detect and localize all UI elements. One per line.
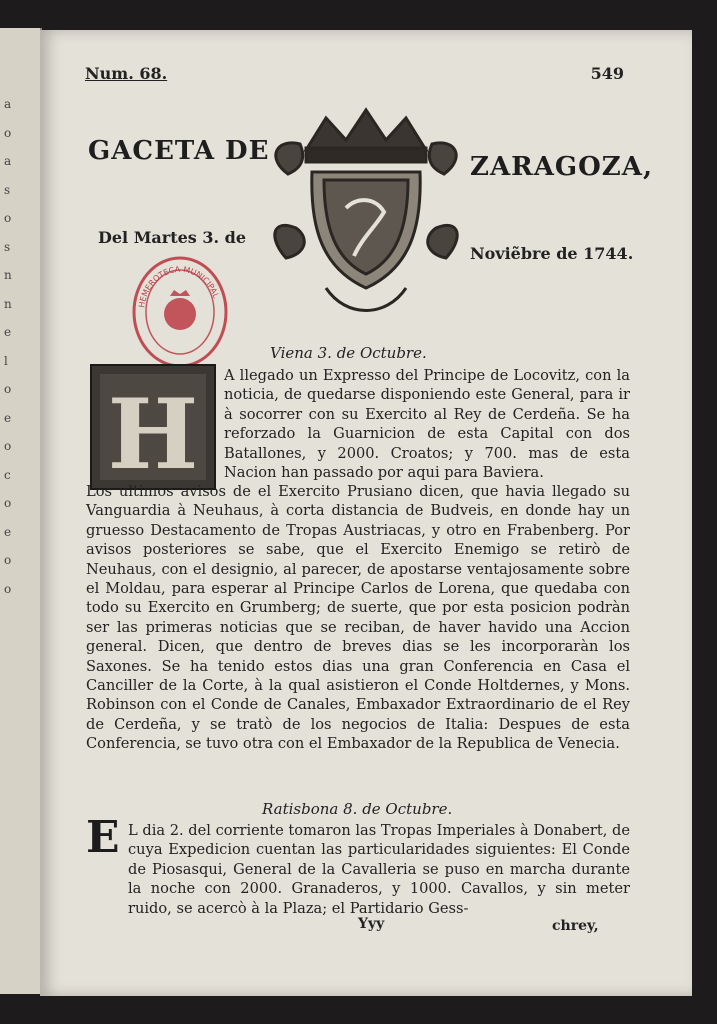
margin-letter: o — [4, 581, 12, 596]
masthead-title-right: ZARAGOZA, — [470, 152, 653, 182]
article-viena-paragraph-2: Los ultimos avisos de el Exercito Prusiano dicen, que havia llegado su Vanguardia à Neuhaus, à corta distancia de Budveis, en donde hay un gruesso Destacamento de Tropas Austriacas, y otro en Frabenberg. Por avisos posteriores se sabe, que el Exercito Enemigo se retirò de Neuhaus, con el designio, al parecer, de apostarse ventajosamente sobre el Moldau, para esperar al Principe Carlos de Lorena, que quedaba con todo su Exercito en Grumberg; de suerte, que por esta posicion podràn ser las primeras noticias que se reciban, de haver havido una Accion general. Dicen, que dentro de breves dias se les incorporaràn los Saxones. Se ha tenido estos dias una gran Conferencia en Casa el Canciller de la Corte, à la qual asistieron el Conde Holtdernes, y Mons. Robinson con el Conde de Canales, Embaxador Extraordinario de el Rey de Cerdeña, y se tratò de los negocios de Italia: Despues de esta Conferencia, se tuvo otra con el Embaxador de la Republica de Venecia. — [86, 483, 630, 753]
margin-letter: l — [4, 353, 8, 368]
margin-letter: o — [4, 496, 12, 510]
margin-letter: s — [4, 239, 11, 254]
article-ratisbona-body — [128, 821, 630, 918]
dateline-viena: Viena 3. de Octubre. — [270, 344, 427, 362]
masthead-date-left: Del Martes 3. de — [98, 228, 246, 247]
coat-of-arms-emblem — [266, 88, 466, 324]
margin-letter-column — [4, 90, 24, 603]
facing-page-edge — [0, 28, 42, 994]
article-ratisbona-paragraph-1: L dia 2. del corriente tomaron las Tropas Imperiales à Donabert, de cuya Expedicion cuentan las particularidades siguientes: El Conde de Piosasqui, General de la Cavalleria se puso en marcha durante la noche con 2000. Granaderos, y 1000. Cavallos, y sin meter ruido, se acercò à la Plaza; el Partidario Gess- — [128, 822, 630, 917]
masthead-date-right: Noviẽbre de 1744. — [470, 244, 634, 263]
margin-letter: n — [4, 268, 12, 282]
drop-cap-h — [90, 364, 216, 490]
signature-mark: Yyy — [358, 916, 385, 932]
page-number: 549 — [590, 64, 624, 83]
margin-letter: s — [4, 182, 11, 197]
margin-letter: e — [4, 325, 12, 339]
margin-letter: o — [4, 382, 12, 396]
margin-letter: n — [4, 296, 12, 311]
margin-letter: a — [4, 97, 12, 111]
margin-letter: e — [4, 410, 12, 425]
svg-text:H: H — [107, 378, 199, 490]
margin-letter: e — [4, 524, 12, 539]
dateline-ratisbona: Ratisbona 8. de Octubre. — [262, 800, 453, 818]
svg-text:HEMEROTECA MUNICIPAL: HEMEROTECA MUNICIPAL — [137, 264, 221, 309]
issue-number: Num. 68. — [85, 64, 168, 83]
library-stamp — [130, 252, 230, 370]
margin-letter: c — [4, 467, 11, 482]
catchword: chrey, — [552, 918, 599, 934]
margin-letter: o — [4, 439, 12, 453]
article-viena-body — [86, 482, 630, 754]
article-viena-intro — [224, 366, 630, 482]
article-viena-paragraph-1: A llegado un Expresso del Principe de Locovitz, con la noticia, de quedarse disponiendo este General, para ir à socorrer con su Exercito al Rey de Cerdeña. Se ha reforzado la Guarnicion de esta Capital con dos Batallones, y 2000. Croatos; y 700. mas de esta Nacion han passado por aqui para Baviera. — [224, 367, 630, 482]
margin-letter: a — [4, 154, 12, 168]
margin-letter: o — [4, 553, 12, 567]
margin-letter: o — [4, 211, 12, 225]
gazette-page — [40, 30, 692, 996]
masthead-title-left: GACETA DE — [88, 136, 270, 166]
margin-letter: o — [4, 125, 12, 140]
drop-cap-e: E — [86, 812, 120, 863]
